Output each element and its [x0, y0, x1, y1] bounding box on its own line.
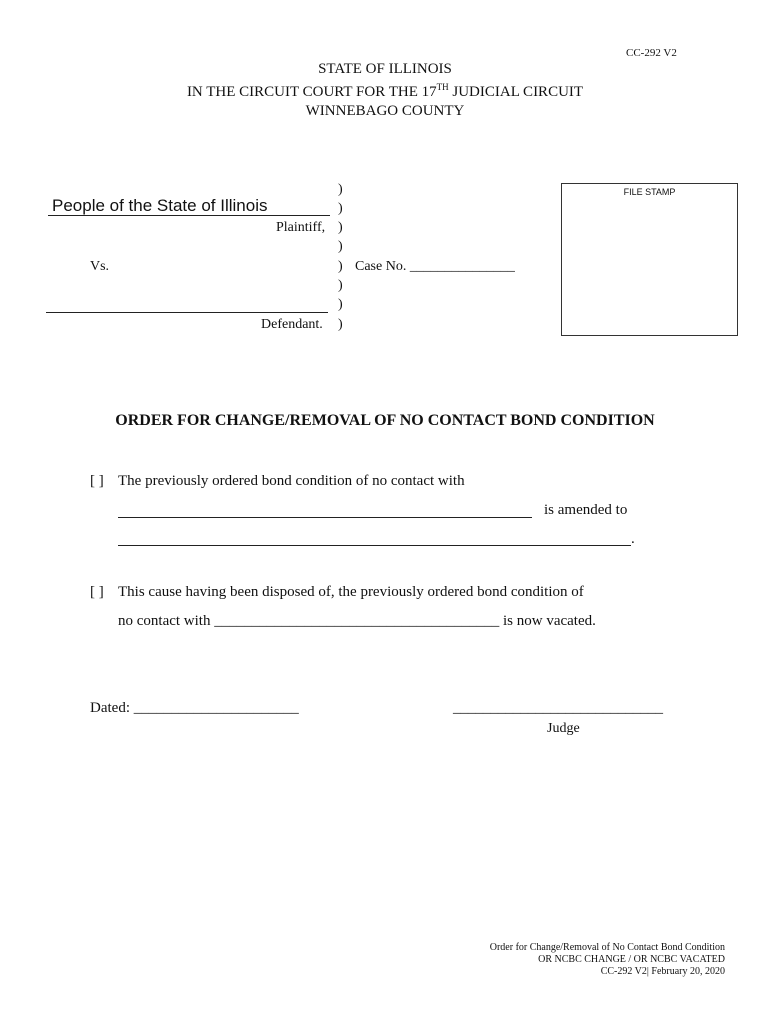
file-stamp-box [561, 183, 738, 336]
item1-amended-line[interactable] [118, 545, 631, 546]
item2-text: This cause having been disposed of, the previously ordered bond condition of [118, 584, 584, 600]
item1-period: . [631, 531, 635, 547]
header-court-text-2: JUDICIAL CIRCUIT [448, 84, 584, 100]
plaintiff-label: Plaintiff, [276, 220, 326, 235]
header-county: WINNEBAGO COUNTY [305, 103, 465, 119]
header-court-text: IN THE CIRCUIT COURT FOR THE 17 [186, 84, 437, 100]
caption-paren: ) [338, 278, 343, 293]
dated-field[interactable] [90, 700, 299, 717]
judge-label: Judge [547, 721, 580, 736]
defendant-underline [46, 312, 328, 313]
header-court-sup: TH [436, 82, 449, 92]
footer-line-3: CC-292 V2| February 20, 2020 [600, 966, 725, 977]
caption-paren: ) [338, 201, 343, 216]
item1-amended-to: is amended to [544, 502, 628, 518]
order-title: ORDER FOR CHANGE/REMOVAL OF NO CONTACT BOND CONDITION [115, 412, 655, 429]
judge-signature-line[interactable]: ____________________________ [453, 700, 663, 716]
header-court [0, 82, 770, 101]
caption-paren: ) [338, 182, 343, 197]
item2-vacated-text: no contact with ______________________________________ is now vacated. [118, 613, 596, 629]
header-state: STATE OF ILLINOIS [318, 61, 452, 77]
dated-tail: ____ [268, 700, 299, 716]
footer-line-2: OR NCBC CHANGE / OR NCBC VACATED [538, 954, 725, 965]
defendant-label: Defendant. [261, 317, 323, 332]
file-stamp-label: FILE STAMP [623, 187, 676, 197]
caption-paren: ) [338, 220, 343, 235]
footer-line-1: Order for Change/Removal of No Contact Bond Condition [489, 942, 725, 953]
vs-label: Vs. [90, 259, 110, 274]
plaintiff-underline [48, 215, 330, 216]
item1-text: The previously ordered bond condition of no contact with [118, 473, 465, 489]
form-code: CC-292 V2 [626, 47, 677, 59]
plaintiff-name: People of the State of Illinois [52, 196, 268, 215]
item2-checkbox[interactable]: [ ] [90, 584, 104, 600]
caption-paren: ) [338, 297, 343, 312]
caption-paren: ) [338, 317, 343, 332]
item1-contact-line[interactable] [118, 517, 532, 518]
footer [440, 942, 725, 978]
caption-paren: ) [338, 239, 343, 254]
caption-paren: ) [338, 259, 343, 274]
item1-checkbox[interactable]: [ ] [90, 473, 104, 489]
case-number-field[interactable]: Case No. _______________ [355, 259, 515, 274]
dated-label: Dated: __________________ [90, 700, 269, 716]
